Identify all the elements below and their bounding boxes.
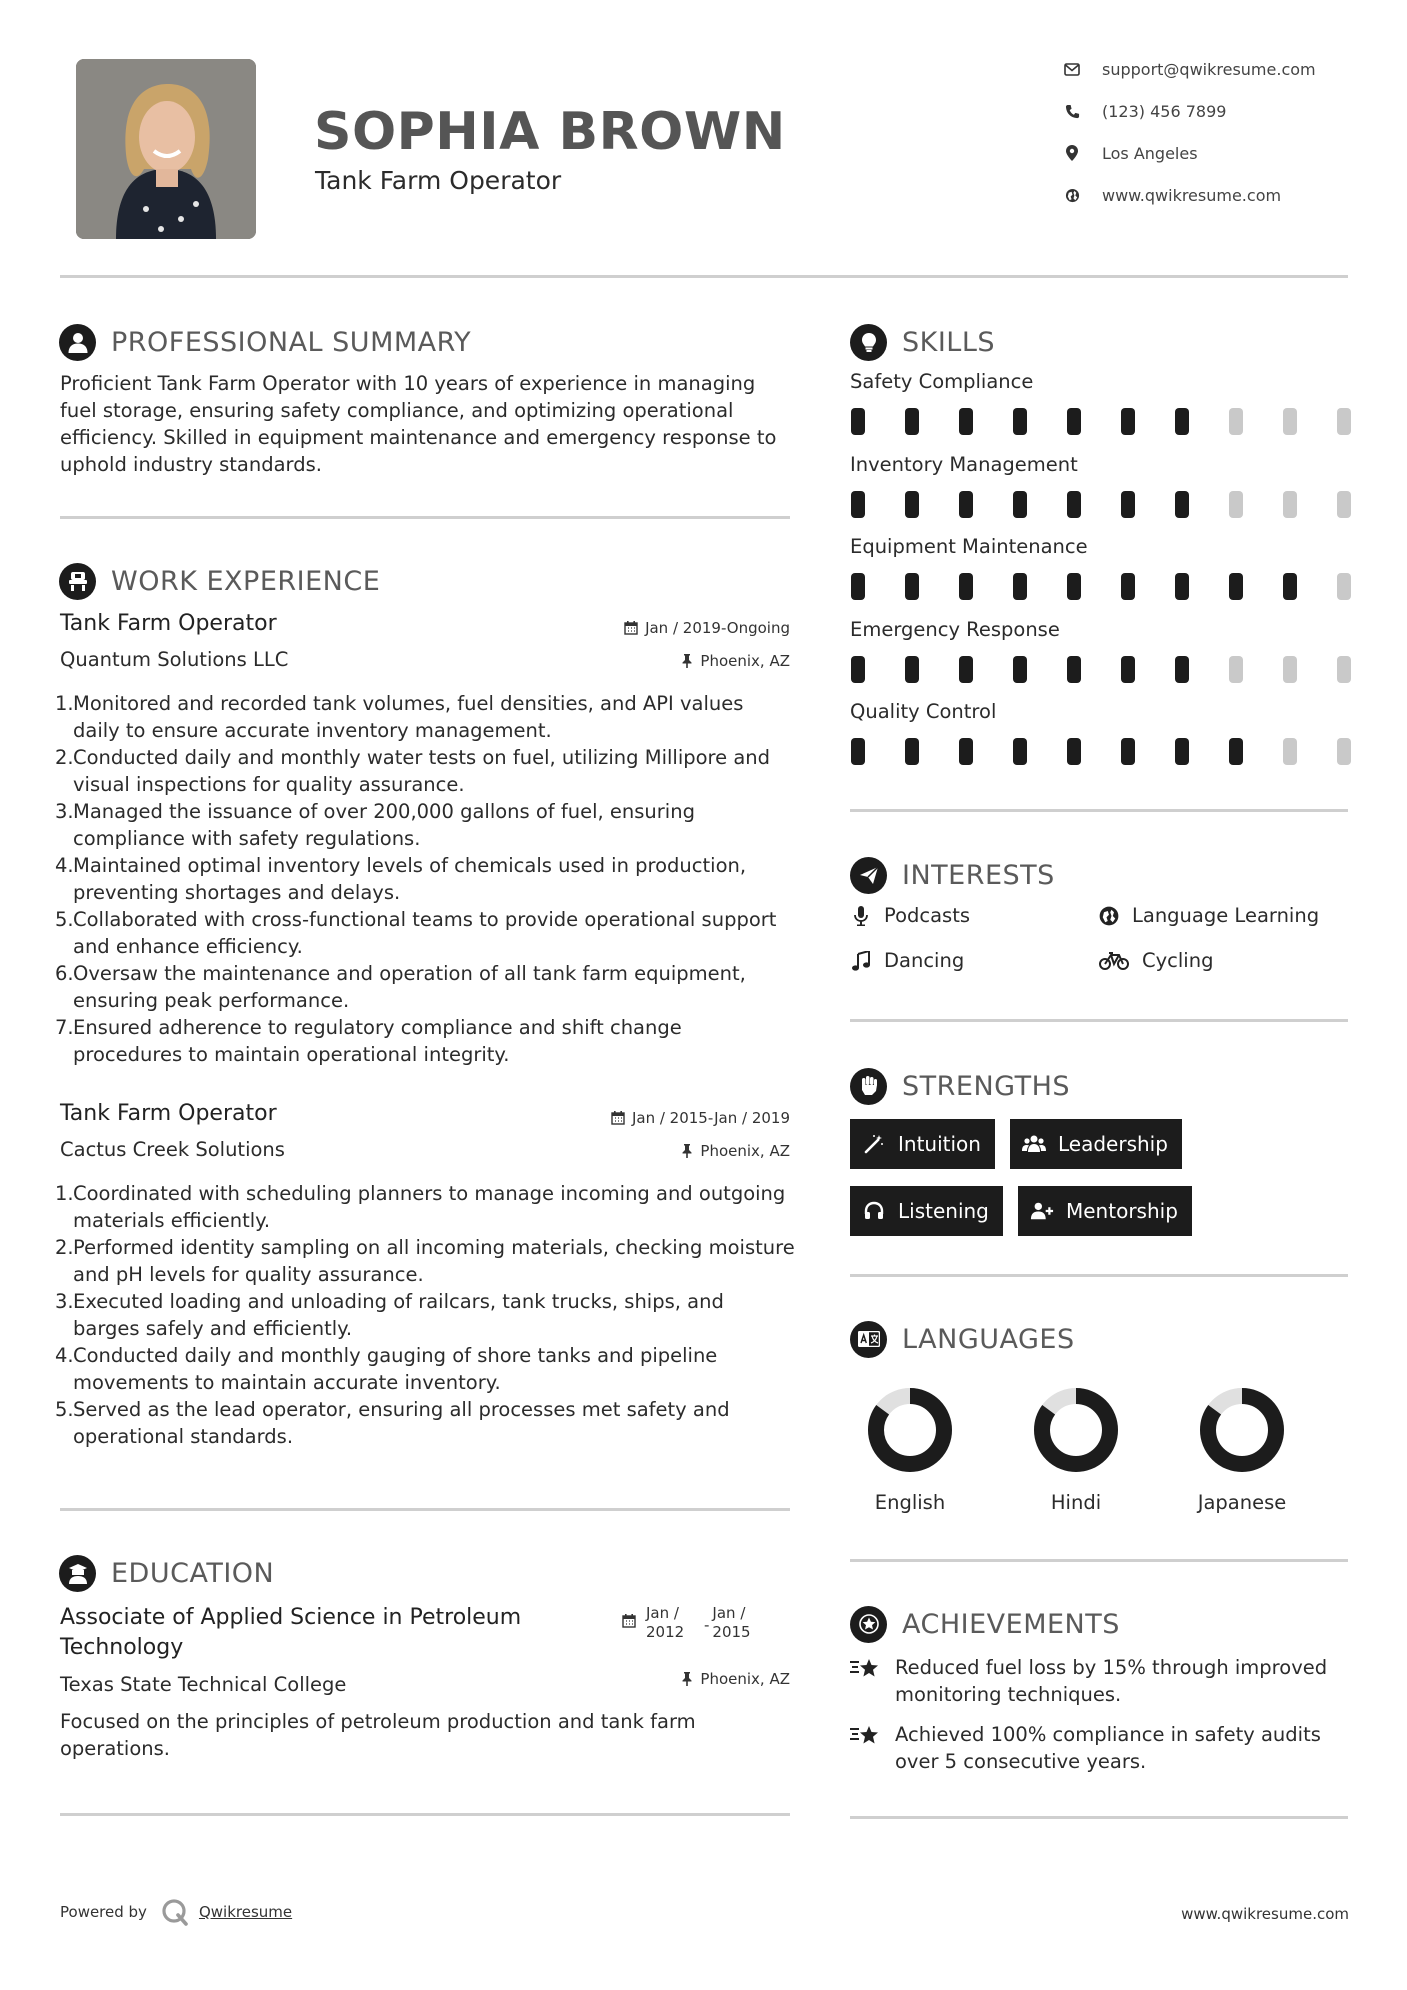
skill-segment-empty bbox=[1337, 408, 1351, 435]
language-label: English bbox=[874, 1491, 946, 1514]
skill-segment-empty bbox=[1337, 573, 1351, 600]
fist-icon bbox=[850, 1068, 887, 1105]
skill-segment-filled bbox=[1067, 656, 1081, 683]
job-2-dates bbox=[611, 1109, 790, 1127]
summary-text: Proficient Tank Farm Operator with 10 years of experience in managing fuel storage, ensuring safety compliance, and optimizing operational efficiency. Skilled in equipment maintenance and emergency response to uphold industry standards. bbox=[60, 372, 777, 476]
interest-label: Cycling bbox=[1142, 949, 1214, 972]
magic-wand-icon bbox=[862, 1133, 886, 1155]
job-1-company: Quantum Solutions LLC bbox=[60, 648, 289, 671]
footer-website[interactable]: www.qwikresume.com bbox=[1181, 1905, 1349, 1923]
skill-segment-filled bbox=[1121, 738, 1135, 765]
skill-segment-filled bbox=[1175, 408, 1189, 435]
job-1-dates-text: Jan / 2019-Ongoing bbox=[645, 619, 790, 637]
achievement-item bbox=[850, 1654, 1350, 1708]
list-item: 3. Executed loading and unloading of railcars, tank trucks, ships, and barges safely and efficiently. bbox=[55, 1290, 724, 1340]
profile-photo bbox=[76, 59, 256, 239]
qwikresume-link[interactable]: Qwikresume bbox=[198, 1903, 293, 1921]
achievements-divider bbox=[850, 1816, 1348, 1819]
interest-label: Dancing bbox=[884, 949, 965, 972]
summary-title: PROFESSIONAL SUMMARY bbox=[111, 326, 472, 358]
job-1-bullets bbox=[55, 690, 795, 1068]
skill-segment-filled bbox=[1229, 573, 1243, 600]
date-separator: - bbox=[704, 1616, 710, 1634]
job-1-location-text: Phoenix, AZ bbox=[700, 652, 790, 670]
skills-title: SKILLS bbox=[902, 326, 996, 358]
skill-segment-filled bbox=[1175, 573, 1189, 600]
skill-segment-filled bbox=[959, 656, 973, 683]
briefcase-icon bbox=[59, 563, 96, 600]
language-label: Japanese bbox=[1197, 1491, 1287, 1514]
header-divider bbox=[60, 275, 1348, 278]
strength-label: Intuition bbox=[898, 1132, 981, 1156]
languages-divider bbox=[850, 1559, 1348, 1562]
contact-email-text: support@qwikresume.com bbox=[1102, 59, 1316, 79]
skill-segment-empty bbox=[1283, 738, 1297, 765]
shooting-star-icon bbox=[850, 1654, 880, 1681]
skill-segment-filled bbox=[1013, 573, 1027, 600]
skill-segment-filled bbox=[905, 408, 919, 435]
strength-tag-intuition bbox=[850, 1119, 995, 1169]
skill-segment-empty bbox=[1229, 408, 1243, 435]
skill-segment-filled bbox=[1121, 656, 1135, 683]
skill-name: Quality Control bbox=[850, 700, 997, 723]
skill-segment-filled bbox=[1067, 408, 1081, 435]
work-heading bbox=[59, 562, 380, 600]
strengths-heading bbox=[850, 1067, 1070, 1105]
interest-item-dancing bbox=[850, 949, 964, 972]
strengths-title: STRENGTHS bbox=[902, 1070, 1071, 1102]
list-item: 5. Served as the lead operator, ensuring all processes met safety and operational standards. bbox=[55, 1398, 730, 1448]
skill-segment-filled bbox=[1067, 491, 1081, 518]
skill-name: Safety Compliance bbox=[850, 370, 1034, 393]
skill-segment-filled bbox=[959, 408, 973, 435]
achievement-item bbox=[850, 1721, 1350, 1775]
education-school: Texas State Technical College bbox=[60, 1673, 347, 1696]
interest-item-podcasts bbox=[850, 904, 970, 927]
skill-segment-empty bbox=[1229, 491, 1243, 518]
skill-segment-filled bbox=[959, 491, 973, 518]
map-pin-icon bbox=[1062, 143, 1082, 163]
skill-segment-filled bbox=[959, 738, 973, 765]
user-icon bbox=[59, 324, 96, 361]
education-description: Focused on the principles of petroleum production and tank farm operations. bbox=[60, 1710, 696, 1760]
strengths-divider bbox=[850, 1274, 1348, 1277]
summary-divider bbox=[60, 516, 790, 519]
language-donut bbox=[865, 1385, 955, 1475]
skill-level-bar bbox=[851, 656, 1351, 683]
strength-tag-leadership bbox=[1010, 1119, 1182, 1169]
skill-segment-filled bbox=[1067, 573, 1081, 600]
strength-label: Mentorship bbox=[1066, 1199, 1178, 1223]
job-1-dates bbox=[624, 619, 790, 637]
microphone-icon bbox=[850, 905, 872, 927]
education-start: Jan / 2012 bbox=[646, 1604, 685, 1641]
footer-powered-by bbox=[60, 1898, 292, 1926]
work-divider bbox=[60, 1508, 790, 1511]
education-dates bbox=[622, 1604, 762, 1642]
education-degree: Associate of Applied Science in Petroleum Technology bbox=[60, 1605, 522, 1660]
qwikresume-logo-icon bbox=[161, 1898, 189, 1926]
education-end: Jan / 2015 bbox=[712, 1604, 751, 1641]
interests-title: INTERESTS bbox=[902, 859, 1055, 891]
achievement-text: Reduced fuel loss by 15% through improved monitoring techniques. bbox=[895, 1656, 1328, 1706]
summary-heading bbox=[59, 323, 471, 361]
skill-segment-filled bbox=[1175, 656, 1189, 683]
strength-label: Leadership bbox=[1058, 1132, 1168, 1156]
skill-name: Equipment Maintenance bbox=[850, 535, 1088, 558]
skill-level-bar bbox=[851, 573, 1351, 600]
bicycle-icon bbox=[1098, 950, 1130, 972]
contact-location-text: Los Angeles bbox=[1102, 143, 1198, 163]
interest-label: Language Learning bbox=[1132, 904, 1320, 927]
graduate-icon bbox=[59, 1555, 96, 1592]
globe-icon bbox=[1098, 905, 1120, 927]
interests-divider bbox=[850, 1019, 1348, 1022]
languages-heading bbox=[850, 1320, 1075, 1358]
list-item: 2. Performed identity sampling on all incoming materials, checking moisture and pH levels for quality assurance. bbox=[55, 1236, 795, 1286]
education-location-text: Phoenix, AZ bbox=[700, 1670, 790, 1688]
education-title: EDUCATION bbox=[111, 1557, 275, 1589]
list-item: 6. Oversaw the maintenance and operation of all tank farm equipment, ensuring peak performance. bbox=[55, 962, 746, 1012]
job-1-location bbox=[681, 652, 790, 670]
skill-segment-filled bbox=[959, 573, 973, 600]
music-icon bbox=[850, 950, 872, 972]
skill-segment-filled bbox=[851, 573, 865, 600]
language-item-japanese bbox=[1182, 1385, 1302, 1514]
star-badge-icon bbox=[850, 1606, 887, 1643]
language-icon bbox=[850, 1321, 887, 1358]
skill-segment-filled bbox=[1283, 573, 1297, 600]
interest-item-cycling bbox=[1098, 949, 1213, 972]
skill-segment-empty bbox=[1283, 656, 1297, 683]
skills-heading bbox=[850, 323, 995, 361]
paper-plane-icon bbox=[850, 857, 887, 894]
skill-segment-filled bbox=[1121, 573, 1135, 600]
achievements-heading bbox=[850, 1605, 1120, 1643]
languages-title: LANGUAGES bbox=[902, 1323, 1075, 1355]
calendar-icon bbox=[624, 621, 638, 635]
list-item: 2. Conducted daily and monthly water tests on fuel, utilizing Millipore and visual inspections for quality assurance. bbox=[55, 746, 771, 796]
pushpin-icon bbox=[681, 654, 693, 668]
achievement-text: Achieved 100% compliance in safety audits over 5 consecutive years. bbox=[895, 1723, 1321, 1773]
list-item: 3. Managed the issuance of over 200,000 gallons of fuel, ensuring compliance with safety regulations. bbox=[55, 800, 695, 850]
contact-website[interactable] bbox=[1062, 183, 1281, 207]
skill-segment-filled bbox=[1175, 491, 1189, 518]
headphones-icon bbox=[862, 1200, 886, 1222]
work-title: WORK EXPERIENCE bbox=[111, 565, 381, 597]
skill-segment-filled bbox=[1067, 738, 1081, 765]
language-donut bbox=[1197, 1385, 1287, 1475]
education-location bbox=[681, 1670, 790, 1688]
skill-segment-filled bbox=[1013, 491, 1027, 518]
strength-tag-listening bbox=[850, 1186, 1003, 1236]
users-icon bbox=[1022, 1133, 1046, 1155]
skill-segment-filled bbox=[1175, 738, 1189, 765]
skill-segment-filled bbox=[851, 738, 865, 765]
envelope-icon bbox=[1062, 59, 1082, 79]
list-item: 7. Ensured adherence to regulatory compliance and shift change procedures to maintain operational integrity. bbox=[55, 1016, 682, 1066]
candidate-title: Tank Farm Operator bbox=[315, 166, 562, 195]
skill-segment-filled bbox=[1229, 738, 1243, 765]
skill-segment-filled bbox=[1013, 738, 1027, 765]
lightbulb-icon bbox=[850, 324, 887, 361]
skill-segment-filled bbox=[851, 408, 865, 435]
skill-level-bar bbox=[851, 738, 1351, 765]
contact-phone-text: (123) 456 7899 bbox=[1102, 101, 1227, 121]
calendar-icon bbox=[622, 1614, 636, 1628]
list-item: 4. Maintained optimal inventory levels of chemicals used in production, preventing shortages and delays. bbox=[55, 854, 747, 904]
skill-segment-filled bbox=[905, 738, 919, 765]
powered-by-text: Powered by bbox=[60, 1903, 147, 1921]
candidate-name: SOPHIA BROWN bbox=[314, 102, 786, 162]
language-item-english bbox=[850, 1385, 970, 1514]
language-item-hindi bbox=[1016, 1385, 1136, 1514]
language-label: Hindi bbox=[1050, 1491, 1102, 1514]
contact-email[interactable] bbox=[1062, 57, 1316, 81]
job-2-location-text: Phoenix, AZ bbox=[700, 1142, 790, 1160]
achievements-title: ACHIEVEMENTS bbox=[902, 1608, 1120, 1640]
pushpin-icon bbox=[681, 1144, 693, 1158]
job-2-location bbox=[681, 1142, 790, 1160]
job-2-role: Tank Farm Operator bbox=[60, 1101, 277, 1126]
education-divider bbox=[60, 1813, 790, 1816]
interest-item-language-learning bbox=[1098, 904, 1319, 927]
skill-segment-filled bbox=[905, 491, 919, 518]
contact-website-text: www.qwikresume.com bbox=[1102, 185, 1282, 205]
list-item: 1. Coordinated with scheduling planners to manage incoming and outgoing materials efficiently. bbox=[55, 1182, 786, 1232]
skill-segment-filled bbox=[851, 491, 865, 518]
skill-segment-empty bbox=[1283, 491, 1297, 518]
pushpin-icon bbox=[681, 1672, 693, 1686]
skill-name: Emergency Response bbox=[850, 617, 1060, 641]
skill-segment-filled bbox=[1013, 408, 1027, 435]
strength-label: Listening bbox=[898, 1199, 989, 1223]
phone-icon bbox=[1062, 101, 1082, 121]
contact-phone[interactable] bbox=[1062, 99, 1226, 123]
interest-label: Podcasts bbox=[884, 904, 971, 927]
skill-segment-empty bbox=[1337, 491, 1351, 518]
list-item: 4. Conducted daily and monthly gauging of shore tanks and pipeline movements to maintain accurate inventory. bbox=[55, 1344, 718, 1394]
strength-tag-mentorship bbox=[1018, 1186, 1192, 1236]
job-2-dates-text: Jan / 2015-Jan / 2019 bbox=[631, 1109, 790, 1127]
job-2-bullets bbox=[55, 1180, 795, 1450]
skill-segment-empty bbox=[1337, 738, 1351, 765]
education-heading bbox=[59, 1554, 274, 1592]
skill-segment-empty bbox=[1337, 656, 1351, 683]
interests-heading bbox=[850, 856, 1055, 894]
skill-segment-filled bbox=[1121, 491, 1135, 518]
skill-segment-empty bbox=[1283, 408, 1297, 435]
skill-segment-filled bbox=[905, 656, 919, 683]
skills-divider bbox=[850, 809, 1348, 812]
globe-icon bbox=[1062, 185, 1082, 205]
user-plus-icon bbox=[1030, 1200, 1054, 1222]
list-item: 5. Collaborated with cross-functional teams to provide operational support and enhance efficiency. bbox=[55, 908, 777, 958]
list-item: 1. Monitored and recorded tank volumes, fuel densities, and API values daily to ensure accurate inventory management. bbox=[55, 692, 744, 742]
language-donut bbox=[1031, 1385, 1121, 1475]
shooting-star-icon bbox=[850, 1721, 880, 1748]
skill-level-bar bbox=[851, 408, 1351, 435]
contact-location bbox=[1062, 141, 1198, 165]
skill-segment-filled bbox=[905, 573, 919, 600]
skill-segment-filled bbox=[1121, 408, 1135, 435]
calendar-icon bbox=[611, 1111, 625, 1125]
skill-segment-empty bbox=[1229, 656, 1243, 683]
skill-level-bar bbox=[851, 491, 1351, 518]
skill-segment-filled bbox=[851, 656, 865, 683]
job-2-company: Cactus Creek Solutions bbox=[60, 1138, 285, 1161]
skill-name: Inventory Management bbox=[850, 452, 1078, 476]
job-1-role: Tank Farm Operator bbox=[60, 611, 277, 636]
skill-segment-filled bbox=[1013, 656, 1027, 683]
